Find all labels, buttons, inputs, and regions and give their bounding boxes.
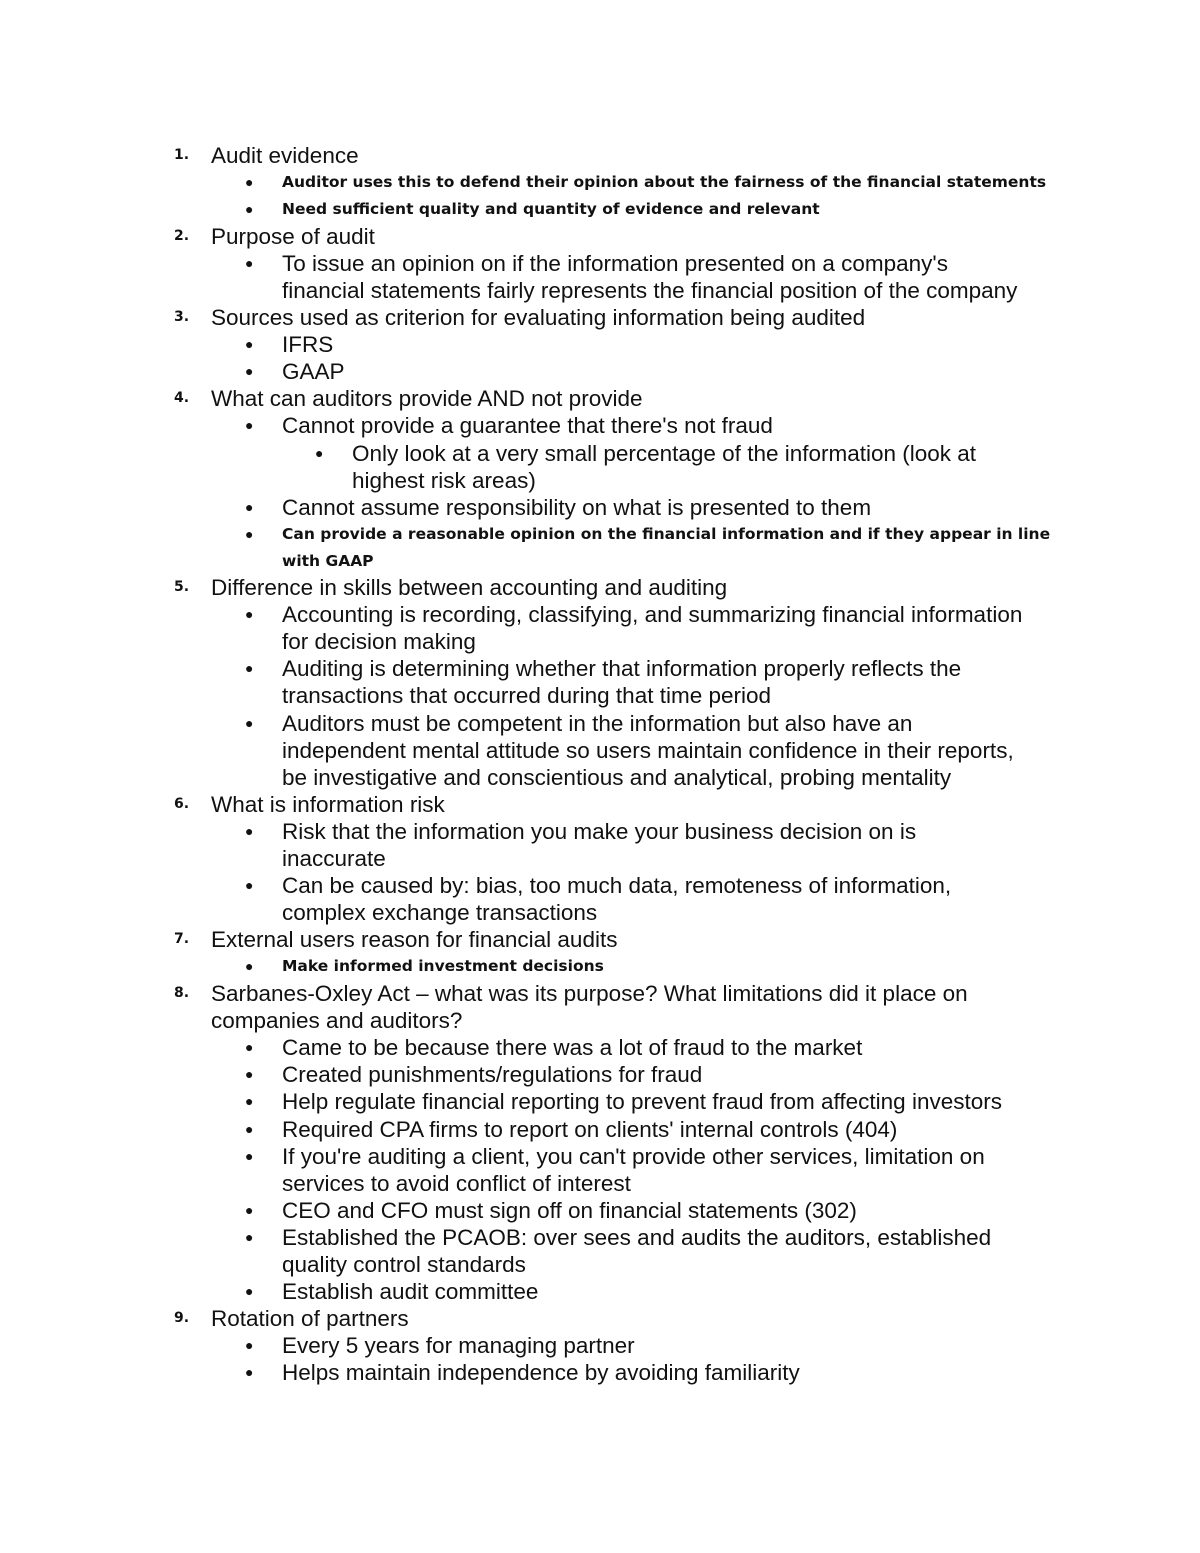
bullet-icon: ● — [245, 1337, 254, 1353]
bullet-icon: ● — [245, 1364, 254, 1380]
bullet-icon: ● — [245, 363, 254, 379]
item-title: Rotation of partners — [211, 1306, 409, 1331]
bullet-text: inaccurate — [282, 846, 386, 871]
bullet-text: Can be caused by: bias, too much data, remoteness of information, — [282, 873, 952, 898]
bullet-text: transactions that occurred during that time period — [282, 683, 772, 708]
bullet-icon: ● — [245, 660, 254, 676]
bullet-icon: ● — [245, 417, 254, 433]
item-number: 2. — [174, 228, 190, 244]
bullet-text: be investigative and conscientious and analytical, probing mentality — [282, 765, 952, 790]
bullet-text: CEO and CFO must sign off on financial statements (302) — [282, 1198, 857, 1223]
bullet-text: Need sufficient quality and quantity of evidence and relevant — [282, 200, 820, 218]
bullet-icon: ● — [245, 1148, 254, 1164]
sub-bullet-text: highest risk areas) — [352, 468, 536, 493]
bullet-text: Created punishments/regulations for fraud — [282, 1062, 703, 1087]
bullet-text: Risk that the information you make your business decision on is — [282, 819, 917, 844]
bullet-text: services to avoid conflict of interest — [282, 1171, 631, 1196]
bullet-text: Help regulate financial reporting to prevent fraud from affecting investors — [282, 1089, 1002, 1114]
bullet-icon: ● — [245, 606, 254, 622]
bullet-text: independent mental attitude so users maintain confidence in their reports, — [282, 738, 1014, 763]
sub-bullet-icon: ● — [315, 445, 324, 461]
bullet-text: complex exchange transactions — [282, 900, 598, 925]
bullet-text: quality control standards — [282, 1252, 526, 1277]
bullet-icon: ● — [245, 1283, 254, 1299]
item-title: Audit evidence — [211, 143, 359, 168]
bullet-icon: ● — [245, 1066, 254, 1082]
bullet-text: Establish audit committee — [282, 1279, 539, 1304]
bullet-text: To issue an opinion on if the information presented on a company's — [282, 251, 948, 276]
bullet-icon: ● — [245, 877, 254, 893]
bullet-text: for decision making — [282, 629, 476, 654]
item-number: 1. — [174, 147, 190, 163]
bullet-icon: ● — [245, 1093, 254, 1109]
item-title: Sources used as criterion for evaluating information being audited — [211, 305, 866, 330]
bullet-text: Helps maintain independence by avoiding familiarity — [282, 1360, 800, 1385]
item-number: 9. — [174, 1310, 190, 1326]
item-number: 8. — [174, 985, 190, 1001]
bullet-icon: ● — [245, 958, 254, 974]
bullet-text: Auditing is determining whether that information properly reflects the — [282, 656, 962, 681]
sub-bullet-text: Only look at a very small percentage of the information (look at — [352, 441, 977, 466]
item-title: Purpose of audit — [211, 224, 375, 249]
bullet-icon: ● — [245, 499, 254, 515]
item-title: External users reason for financial audits — [211, 927, 618, 952]
bullet-text: Cannot assume responsibility on what is presented to them — [282, 495, 872, 520]
bullet-text: Can provide a reasonable opinion on the financial information and if they appear in line — [282, 525, 1051, 543]
bullet-icon: ● — [245, 1229, 254, 1245]
bullet-text: Cannot provide a guarantee that there's not fraud — [282, 413, 773, 438]
item-title: What is information risk — [211, 792, 445, 817]
bullet-text: Auditors must be competent in the information but also have an — [282, 711, 913, 736]
item-title: Sarbanes-Oxley Act – what was its purpose? What limitations did it place on — [211, 981, 968, 1006]
bullet-text: Auditor uses this to defend their opinion about the fairness of the financial statements — [282, 173, 1047, 191]
bullet-text: Every 5 years for managing partner — [282, 1333, 635, 1358]
bullet-text: IFRS — [282, 332, 334, 357]
bullet-icon: ● — [245, 1039, 254, 1055]
bullet-icon: ● — [245, 823, 254, 839]
bullet-icon: ● — [245, 1121, 254, 1137]
item-number: 3. — [174, 309, 190, 325]
bullet-icon: ● — [245, 1202, 254, 1218]
bullet-text: If you're auditing a client, you can't provide other services, limitation on — [282, 1144, 985, 1169]
bullet-icon: ● — [245, 174, 254, 190]
bullet-text: GAAP — [282, 359, 345, 384]
bullet-text: financial statements fairly represents the financial position of the company — [282, 278, 1018, 303]
bullet-icon: ● — [245, 201, 254, 217]
item-number: 7. — [174, 931, 190, 947]
bullet-text: Established the PCAOB: over sees and audits the auditors, established — [282, 1225, 992, 1250]
bullet-text: Accounting is recording, classifying, and summarizing financial information — [282, 602, 1023, 627]
bullet-icon: ● — [245, 336, 254, 352]
bullet-icon: ● — [245, 526, 254, 542]
bullet-icon: ● — [245, 715, 254, 731]
bullet-icon: ● — [245, 255, 254, 271]
item-number: 5. — [174, 579, 190, 595]
bullet-text: with GAAP — [282, 552, 374, 570]
item-title: What can auditors provide AND not provide — [211, 386, 643, 411]
item-number: 4. — [174, 390, 190, 406]
bullet-text: Make informed investment decisions — [282, 957, 604, 975]
item-title: Difference in skills between accounting and auditing — [211, 575, 728, 600]
item-title: companies and auditors? — [211, 1008, 463, 1033]
bullet-text: Came to be because there was a lot of fraud to the market — [282, 1035, 863, 1060]
bullet-text: Required CPA firms to report on clients' internal controls (404) — [282, 1117, 898, 1142]
item-number: 6. — [174, 796, 190, 812]
